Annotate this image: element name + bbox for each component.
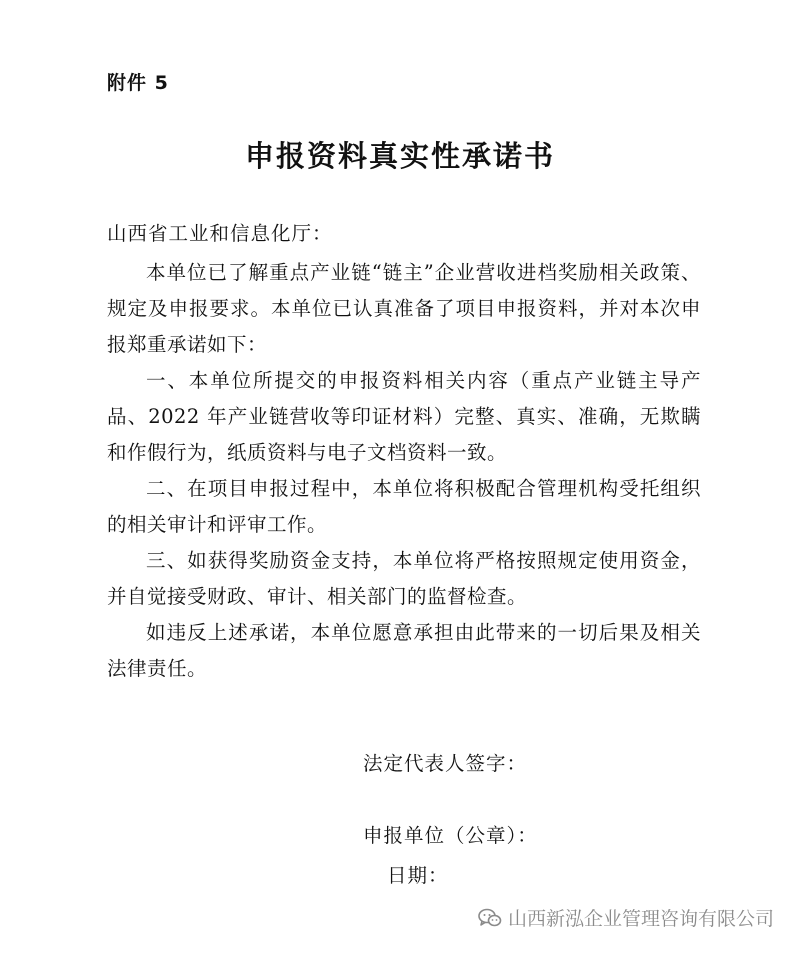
paragraph-closing: 如违反上述承诺，本单位愿意承担由此带来的一切后果及相关法律责任。 <box>107 621 701 680</box>
document-body <box>107 255 701 687</box>
paragraph-commitment-2: 二、在项目申报过程中，本单位将积极配合管理机构受托组织的相关审计和评审工作。 <box>107 477 701 536</box>
paragraph-commitment-1: 一、本单位所提交的申报资料相关内容（重点产业链主导产品、2022 年产业链营收等印证材料）完整、真实、准确，无欺瞒和作假行为，纸质资料与电子文档资料一致。 <box>107 369 701 464</box>
signature-date-label: 日期： <box>387 864 449 887</box>
wechat-icon <box>478 908 502 928</box>
document-title: 申报资料真实性承诺书 <box>244 139 555 173</box>
paragraph-commitment-3: 三、如获得奖励资金支持，本单位将严格按照规定使用资金，并自觉接受财政、审计、相关部门的监督检查。 <box>107 549 701 608</box>
paragraph-intro: 本单位已了解重点产业链“链主”企业营收进档奖励相关政策、规定及申报要求。本单位已认真准备了项目申报资料，并对本次申报郑重承诺如下： <box>107 261 701 356</box>
watermark-text: 山西新泓企业管理咨询有限公司 <box>507 908 774 930</box>
addressee: 山西省工业和信息化厅： <box>107 222 333 245</box>
signature-unit-label: 申报单位（公章）： <box>363 824 538 847</box>
attachment-label: 附件 5 <box>107 72 169 94</box>
watermark <box>478 904 774 931</box>
signature-representative-label: 法定代表人签字： <box>363 752 528 775</box>
